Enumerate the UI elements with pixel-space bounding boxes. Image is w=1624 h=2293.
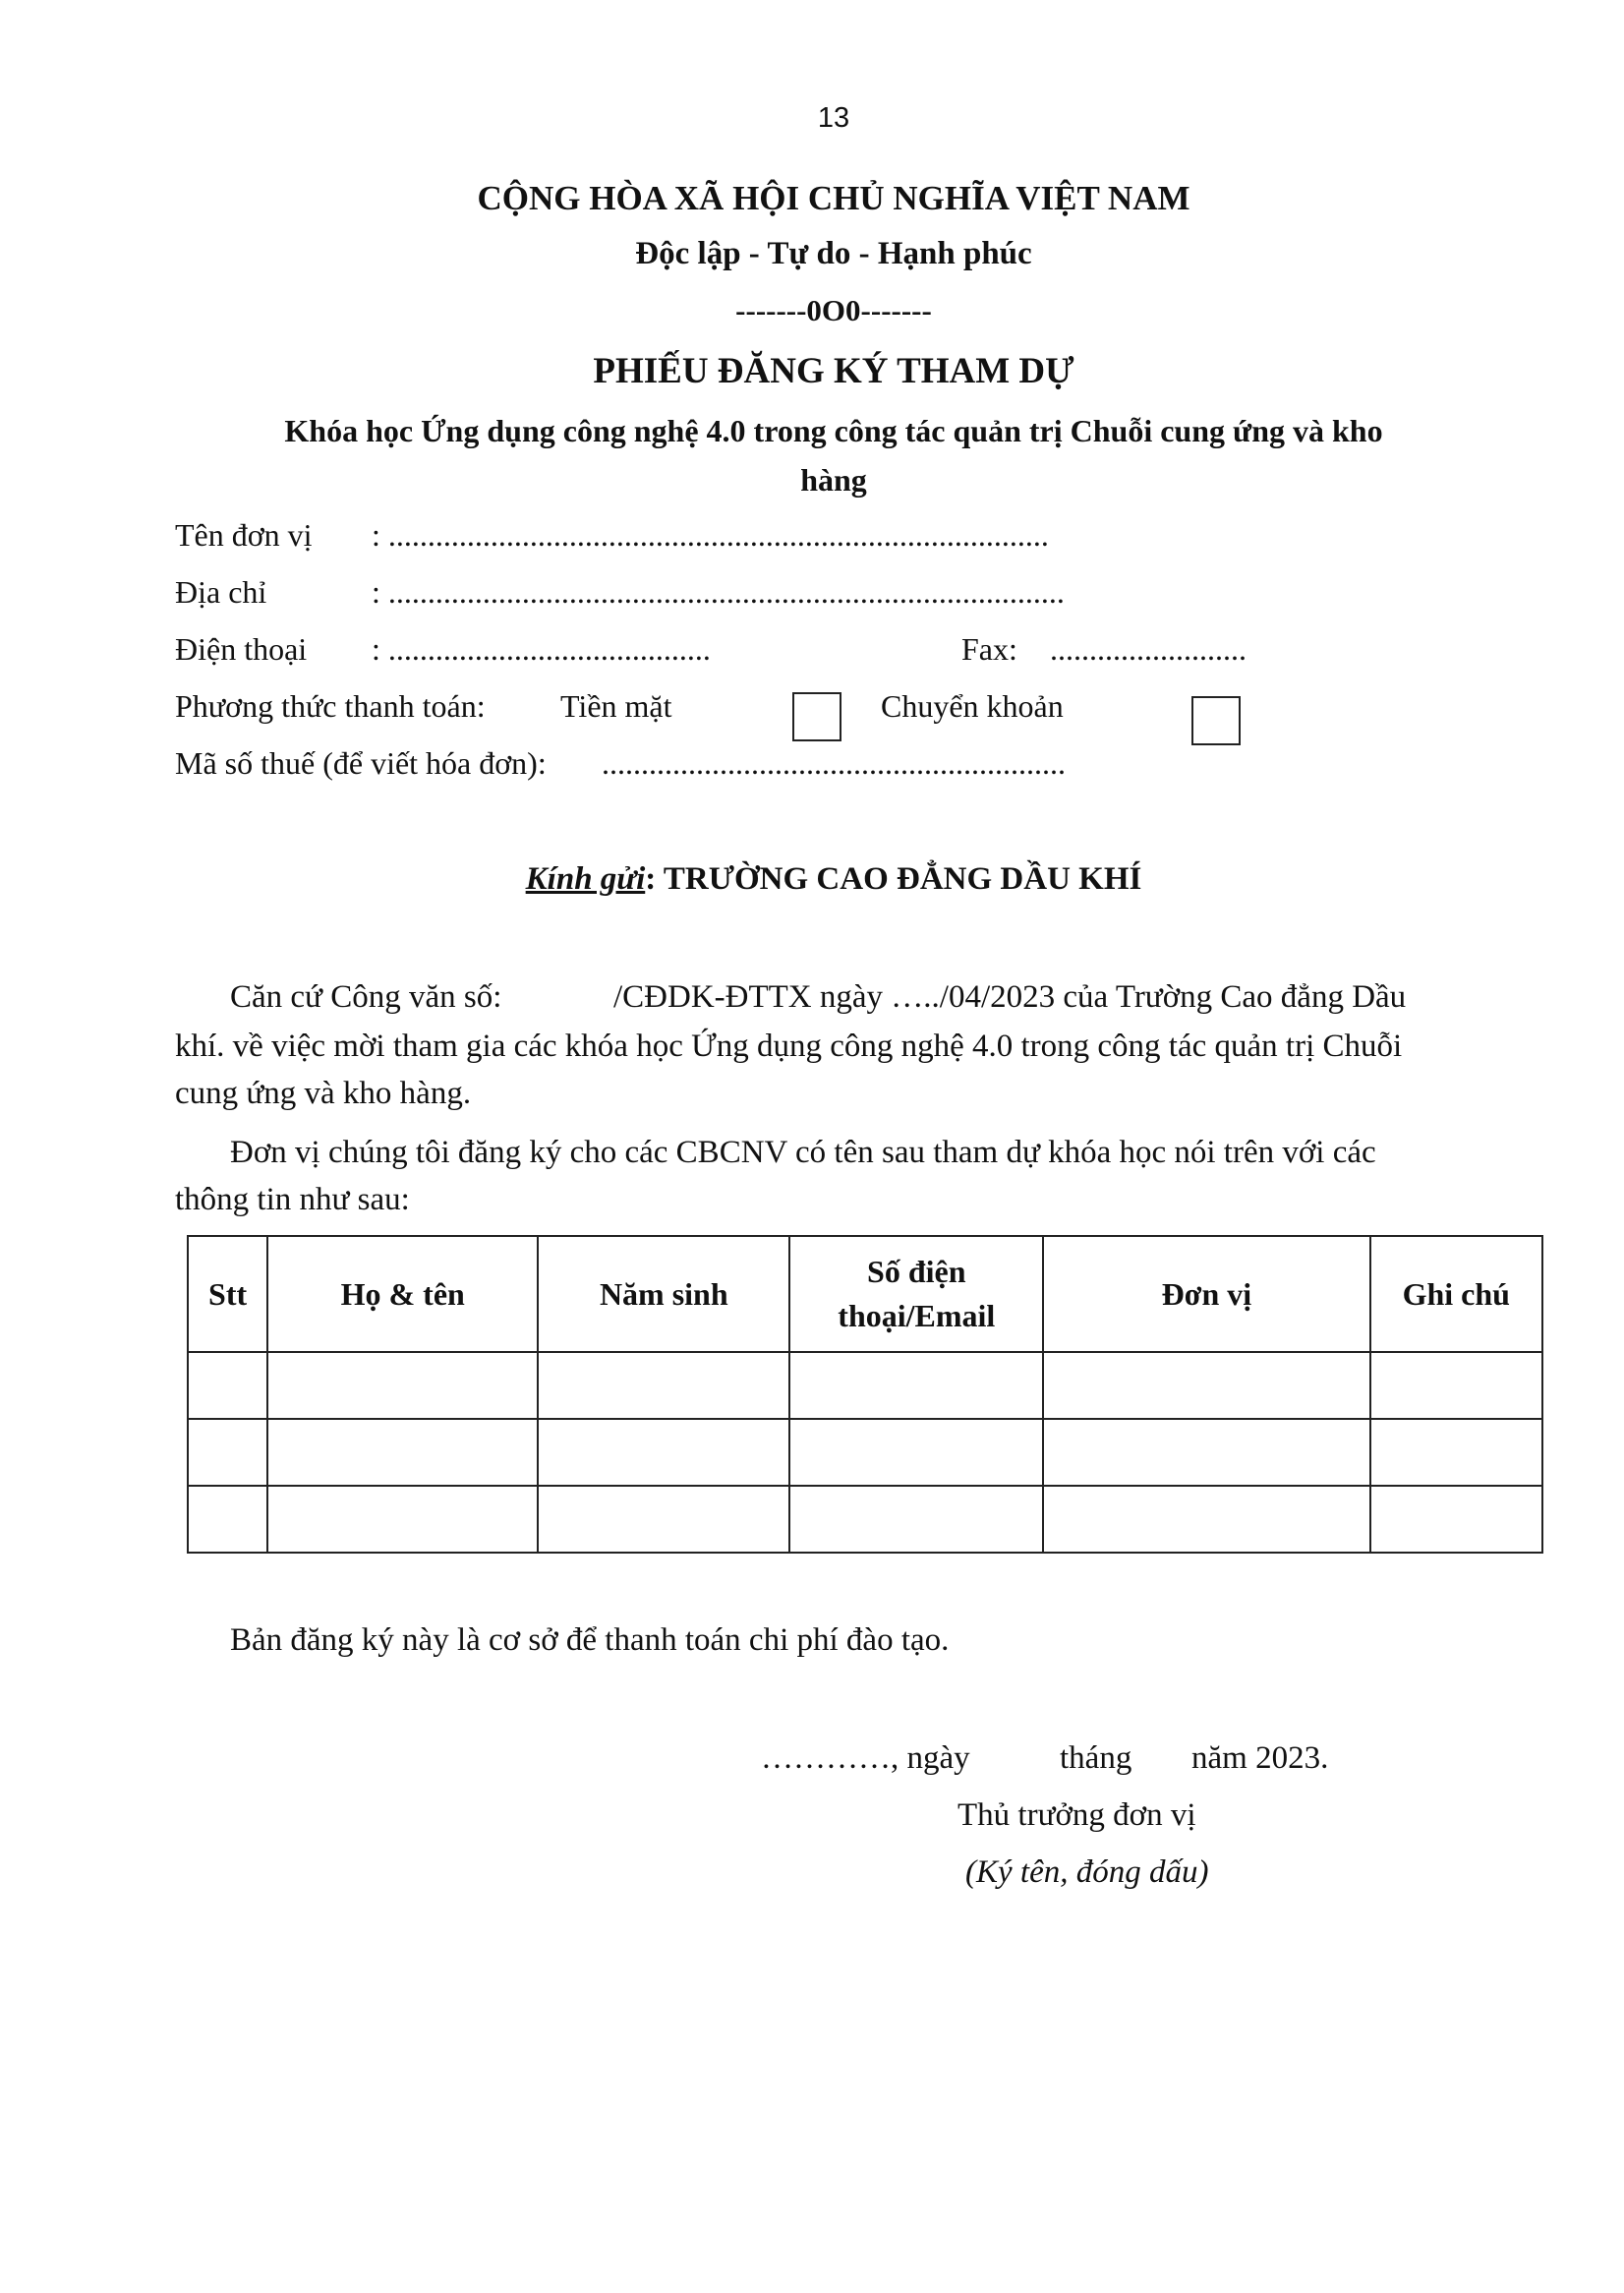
table-cell[interactable] bbox=[188, 1419, 267, 1486]
cash-checkbox[interactable] bbox=[792, 692, 841, 741]
phone-label: Điện thoại bbox=[175, 631, 308, 667]
recipient-line bbox=[0, 861, 1624, 898]
col-header-stt: Stt bbox=[188, 1236, 267, 1352]
unit-name-label: Tên đơn vị bbox=[175, 517, 313, 553]
reference-text-line3: cung ứng và kho hàng. bbox=[175, 1076, 472, 1111]
table-cell[interactable] bbox=[267, 1486, 538, 1553]
table-cell[interactable] bbox=[1043, 1352, 1369, 1419]
signer-title: Thủ trưởng đơn vị bbox=[957, 1797, 1196, 1833]
col-header-name: Họ & tên bbox=[267, 1236, 538, 1352]
table-cell[interactable] bbox=[789, 1419, 1043, 1486]
reference-text-line2: khí. về việc mời tham gia các khóa học Ứng dụng công nghệ 4.0 trong công tác quản trị Chuỗi bbox=[175, 1029, 1403, 1064]
form-title: PHIẾU ĐĂNG KÝ THAM DỰ bbox=[593, 351, 1074, 391]
table-cell[interactable] bbox=[267, 1352, 538, 1419]
date-year: năm 2023. bbox=[1191, 1740, 1329, 1776]
col-header-phone-line1: Số điện bbox=[867, 1254, 966, 1290]
date-place: …………, ngày bbox=[761, 1740, 970, 1776]
col-header-phone-email bbox=[789, 1236, 1043, 1352]
payment-basis-note: Bản đăng ký này là cơ sở để thanh toán chi phí đào tạo. bbox=[230, 1622, 950, 1658]
national-motto: Độc lập - Tự do - Hạnh phúc bbox=[635, 236, 1032, 271]
table-cell[interactable] bbox=[1370, 1352, 1542, 1419]
tax-code-field[interactable]: ........................................................... bbox=[602, 745, 1066, 781]
table-cell[interactable] bbox=[538, 1352, 789, 1419]
table-cell[interactable] bbox=[538, 1419, 789, 1486]
fax-field[interactable]: ......................... bbox=[1050, 631, 1247, 667]
table-cell[interactable] bbox=[538, 1486, 789, 1553]
fax-label: Fax: bbox=[961, 631, 1017, 667]
table-row bbox=[188, 1352, 1542, 1419]
address-label: Địa chỉ bbox=[175, 574, 267, 610]
table-cell[interactable] bbox=[267, 1419, 538, 1486]
cash-option-label: Tiền mặt bbox=[560, 688, 672, 724]
transfer-option-label: Chuyển khoản bbox=[881, 688, 1064, 724]
page-number: 13 bbox=[817, 102, 850, 134]
transfer-checkbox[interactable] bbox=[1191, 696, 1241, 745]
table-row bbox=[188, 1486, 1542, 1553]
table-cell[interactable] bbox=[789, 1486, 1043, 1553]
table-header-row bbox=[188, 1236, 1542, 1352]
reference-text-b: /CĐDK-ĐTTX ngày …../04/2023 của Trường Cao đẳng Dầu bbox=[613, 979, 1407, 1015]
table-cell[interactable] bbox=[1370, 1486, 1542, 1553]
table-cell[interactable] bbox=[789, 1352, 1043, 1419]
tax-code-label: Mã số thuế (để viết hóa đơn): bbox=[175, 745, 547, 781]
col-header-birth-year: Năm sinh bbox=[538, 1236, 789, 1352]
col-header-unit: Đơn vị bbox=[1043, 1236, 1369, 1352]
table-row bbox=[188, 1419, 1542, 1486]
col-header-notes: Ghi chú bbox=[1370, 1236, 1542, 1352]
table-cell[interactable] bbox=[1043, 1419, 1369, 1486]
course-title-line1: Khóa học Ứng dụng công nghệ 4.0 trong công tác quản trị Chuỗi cung ứng và kho bbox=[284, 413, 1383, 448]
recipient-colon: : bbox=[645, 861, 657, 897]
payment-method-label: Phương thức thanh toán: bbox=[175, 688, 486, 724]
registration-intro-line2: thông tin như sau: bbox=[175, 1182, 410, 1217]
reference-text-a: Căn cứ Công văn số: bbox=[230, 979, 502, 1015]
table-cell[interactable] bbox=[1370, 1419, 1542, 1486]
course-title-line2: hàng bbox=[800, 462, 867, 498]
registration-intro-line1: Đơn vị chúng tôi đăng ký cho các CBCNV có tên sau tham dự khóa học nói trên với các bbox=[230, 1135, 1376, 1170]
col-header-phone-line2: thoại/Email bbox=[838, 1298, 996, 1333]
table-cell[interactable] bbox=[1043, 1486, 1369, 1553]
phone-field[interactable]: : ......................................... bbox=[372, 631, 711, 667]
unit-name-field[interactable]: : .................................................................................... bbox=[372, 517, 1049, 553]
registration-table bbox=[187, 1235, 1543, 1554]
table-cell[interactable] bbox=[188, 1352, 267, 1419]
table-cell[interactable] bbox=[188, 1486, 267, 1553]
date-month: tháng bbox=[1060, 1740, 1132, 1776]
recipient-name: TRƯỜNG CAO ĐẲNG DẦU KHÍ bbox=[663, 861, 1142, 897]
nation-title: CỘNG HÒA XÃ HỘI CHỦ NGHĨA VIỆT NAM bbox=[477, 179, 1190, 217]
recipient-label: Kính gửi bbox=[525, 861, 646, 897]
address-field[interactable]: : ...................................................................................... bbox=[372, 574, 1065, 610]
signature-note: (Ký tên, đóng dấu) bbox=[965, 1854, 1209, 1890]
header-divider: -------0O0------- bbox=[735, 293, 932, 327]
